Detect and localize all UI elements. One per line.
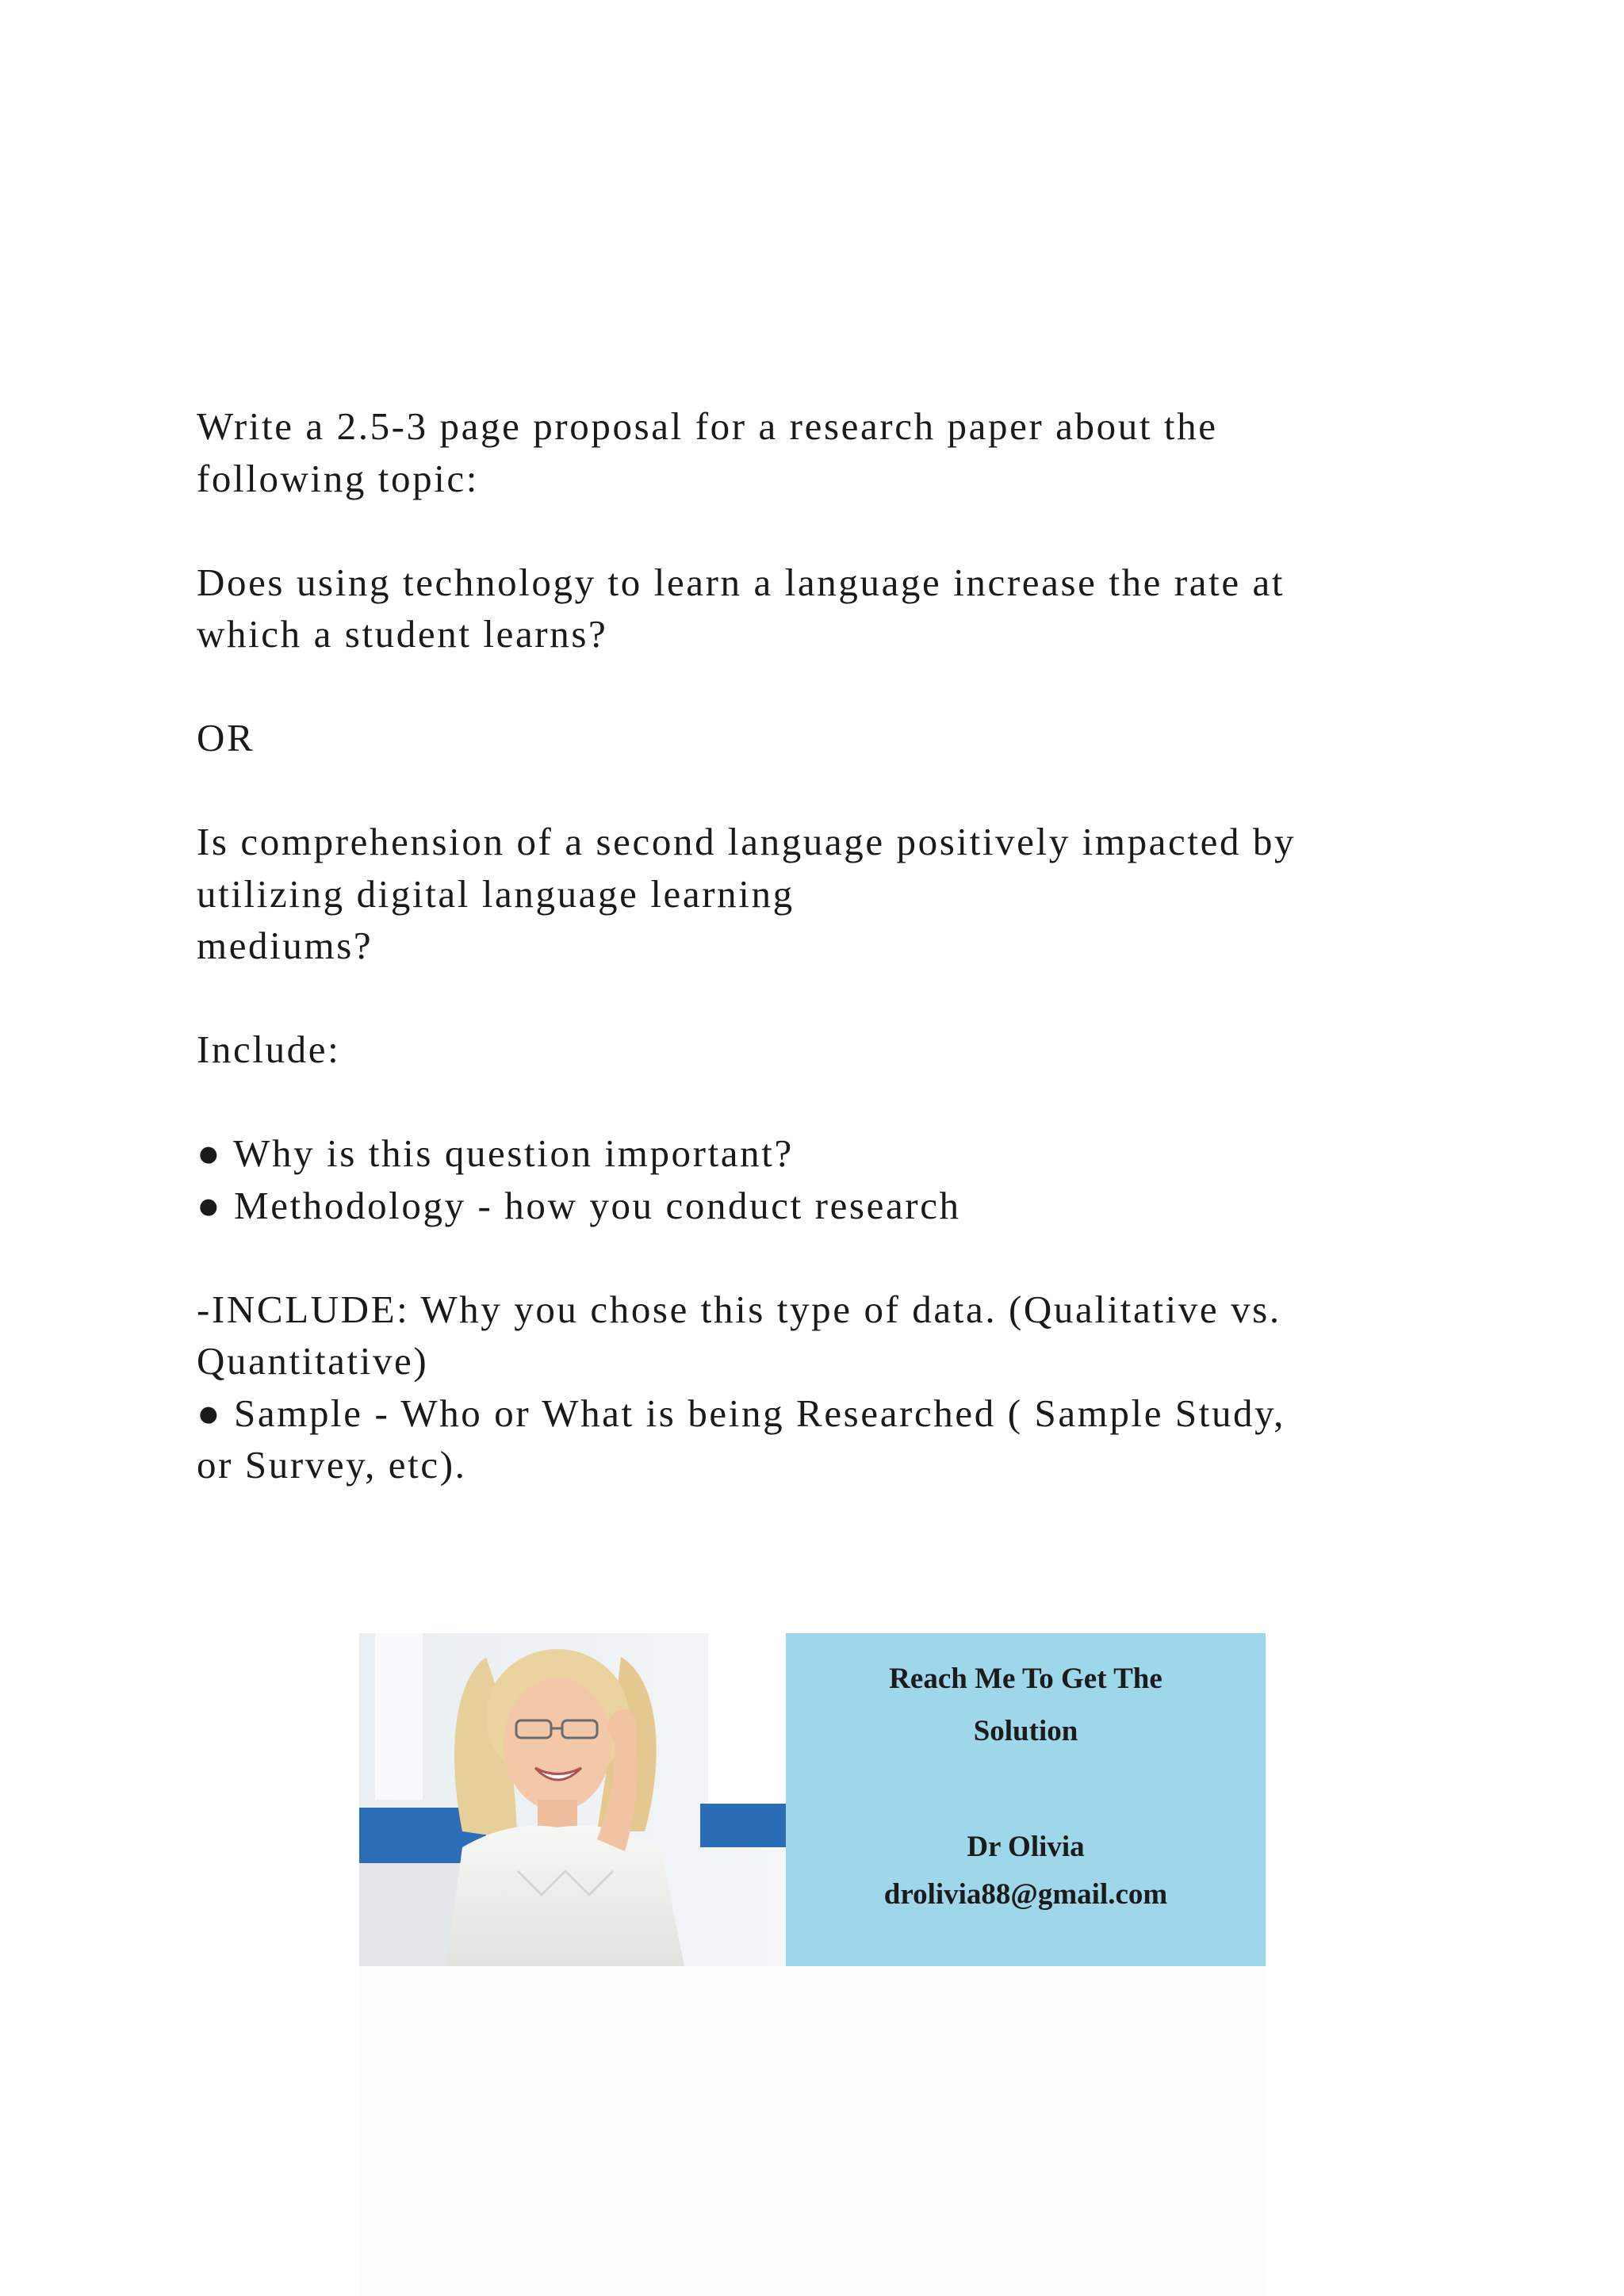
blank-line bbox=[197, 660, 1434, 713]
contact-name: Dr Olivia bbox=[967, 1831, 1085, 1863]
text-line: OR bbox=[197, 716, 255, 760]
woman-photo bbox=[359, 1633, 786, 1966]
blank-line bbox=[197, 972, 1434, 1024]
blank-line bbox=[197, 1231, 1434, 1284]
text-line: following topic: bbox=[197, 456, 479, 500]
faded-area bbox=[359, 1966, 1266, 2296]
bullet-item: ● Methodology - how you conduct research bbox=[197, 1183, 961, 1227]
text-line: -INCLUDE: Why you chose this type of data. (Qualitative vs. bbox=[197, 1287, 1281, 1331]
text-line: Is comprehension of a second language positively impacted by bbox=[197, 820, 1297, 863]
promo-heading-2: Solution bbox=[973, 1715, 1078, 1747]
promo-heading: Reach Me To Get The bbox=[889, 1663, 1162, 1695]
promo-banner bbox=[359, 1633, 1266, 1966]
text-line: Quantitative) bbox=[197, 1339, 429, 1383]
text-line: mediums? bbox=[197, 924, 373, 967]
assignment-text bbox=[197, 400, 1434, 1491]
bullet-item: ● Sample - Who or What is being Researched ( Sample Study, bbox=[197, 1391, 1285, 1435]
blank-line bbox=[197, 504, 1434, 557]
text-line: Does using technology to learn a language increase the rate at bbox=[197, 560, 1285, 604]
text-line: Include: bbox=[197, 1027, 341, 1071]
text-line: or Survey, etc). bbox=[197, 1443, 467, 1487]
blank-line bbox=[197, 764, 1434, 817]
text-line: Write a 2.5-3 page proposal for a research paper about the bbox=[197, 404, 1218, 448]
contact-panel bbox=[786, 1633, 1266, 1966]
text-line: which a student learns? bbox=[197, 612, 608, 656]
contact-email: drolivia88@gmail.com bbox=[883, 1878, 1168, 1911]
blank-line bbox=[197, 1076, 1434, 1128]
bullet-item: ● Why is this question important? bbox=[197, 1131, 794, 1175]
text-line: utilizing digital language learning bbox=[197, 871, 795, 916]
